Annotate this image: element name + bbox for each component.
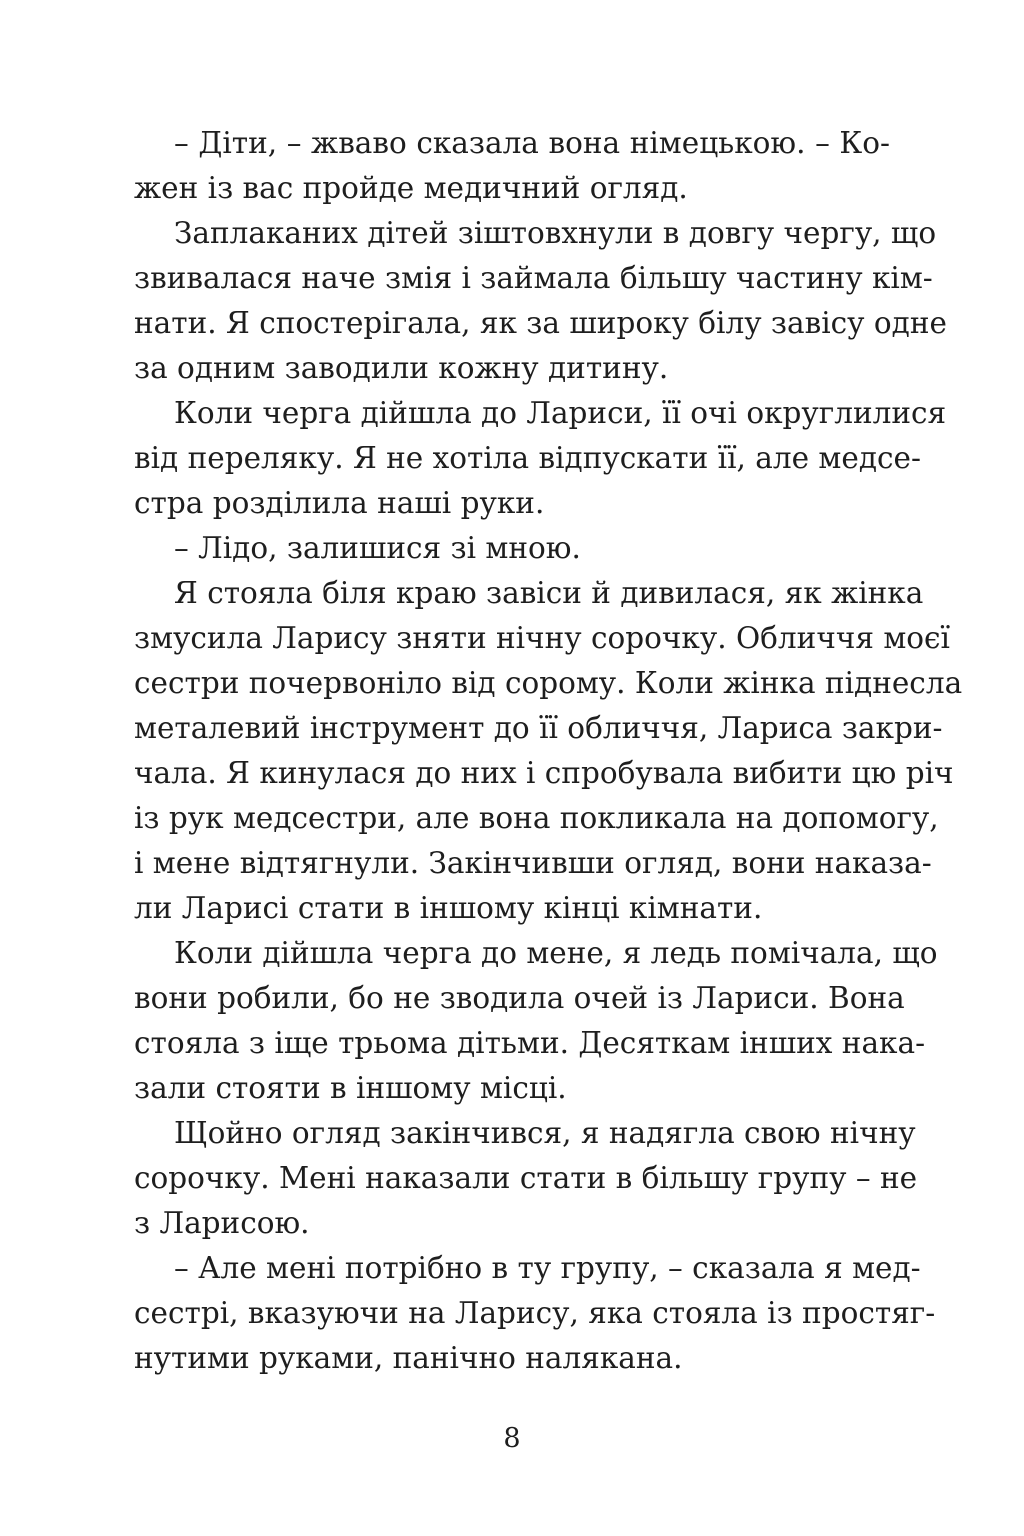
text-line: нутими руками, панічно налякана. <box>134 1341 683 1375</box>
text-line: Коли дійшла черга до мене, я ледь помічала, що <box>174 936 938 970</box>
text-line: вони робили, бо не зводила очей із Лариси. Вона <box>134 981 905 1015</box>
text-line: сестрі, вказуючи на Ларису, яка стояла із простяг- <box>134 1296 936 1330</box>
text-line: сорочку. Мені наказали стати в більшу групу – не <box>134 1161 918 1195</box>
text-line: зали стояти в іншому місці. <box>134 1071 567 1105</box>
text-line: Заплаканих дітей зіштовхнули в довгу чергу, що <box>174 216 937 250</box>
text-line: жен із вас пройде медичний огляд. <box>134 171 688 205</box>
text-line: – Діти, – жваво сказала вона німецькою. – Ко- <box>174 126 890 160</box>
text-line: стра розділила наші руки. <box>134 486 545 520</box>
text-line: з Ларисою. <box>134 1206 310 1240</box>
text-line: – Але мені потрібно в ту групу, – сказала я мед- <box>174 1251 921 1285</box>
text-line: і мене відтягнули. Закінчивши огляд, вони наказа- <box>134 846 932 880</box>
text-line: змусила Ларису зняти нічну сорочку. Обличчя моєї <box>134 621 950 655</box>
text-line: сестри почервоніло від сорому. Коли жінка піднесла <box>134 666 963 700</box>
text-line: стояла з іще трьома дітьми. Десяткам інших нака- <box>134 1026 926 1060</box>
text-line: Я стояла біля краю завіси й дивилася, як жінка <box>174 576 924 610</box>
text-line: за одним заводили кожну дитину. <box>134 351 669 385</box>
text-line: від переляку. Я не хотіла відпускати її, але медсе- <box>134 441 921 475</box>
text-line: ли Ларисі стати в іншому кінці кімнати. <box>134 891 763 925</box>
text-line: із рук медсестри, але вона покликала на допомогу, <box>134 801 939 835</box>
text-line: чала. Я кинулася до них і спробувала вибити цю річ <box>134 756 954 790</box>
page-number: 8 <box>503 1423 521 1454</box>
text-line: нати. Я спостерігала, як за широку білу завісу одне <box>134 306 947 340</box>
text-line: Коли черга дійшла до Лариси, її очі округлилися <box>174 396 947 430</box>
text-line: – Лідо, залишися зі мною. <box>174 531 581 565</box>
text-line: Щойно огляд закінчився, я надягла свою нічну <box>174 1116 916 1150</box>
text-line: металевий інструмент до її обличчя, Лариса закри- <box>134 711 943 745</box>
text-line: звивалася наче змія і займала більшу частину кім- <box>134 261 933 295</box>
